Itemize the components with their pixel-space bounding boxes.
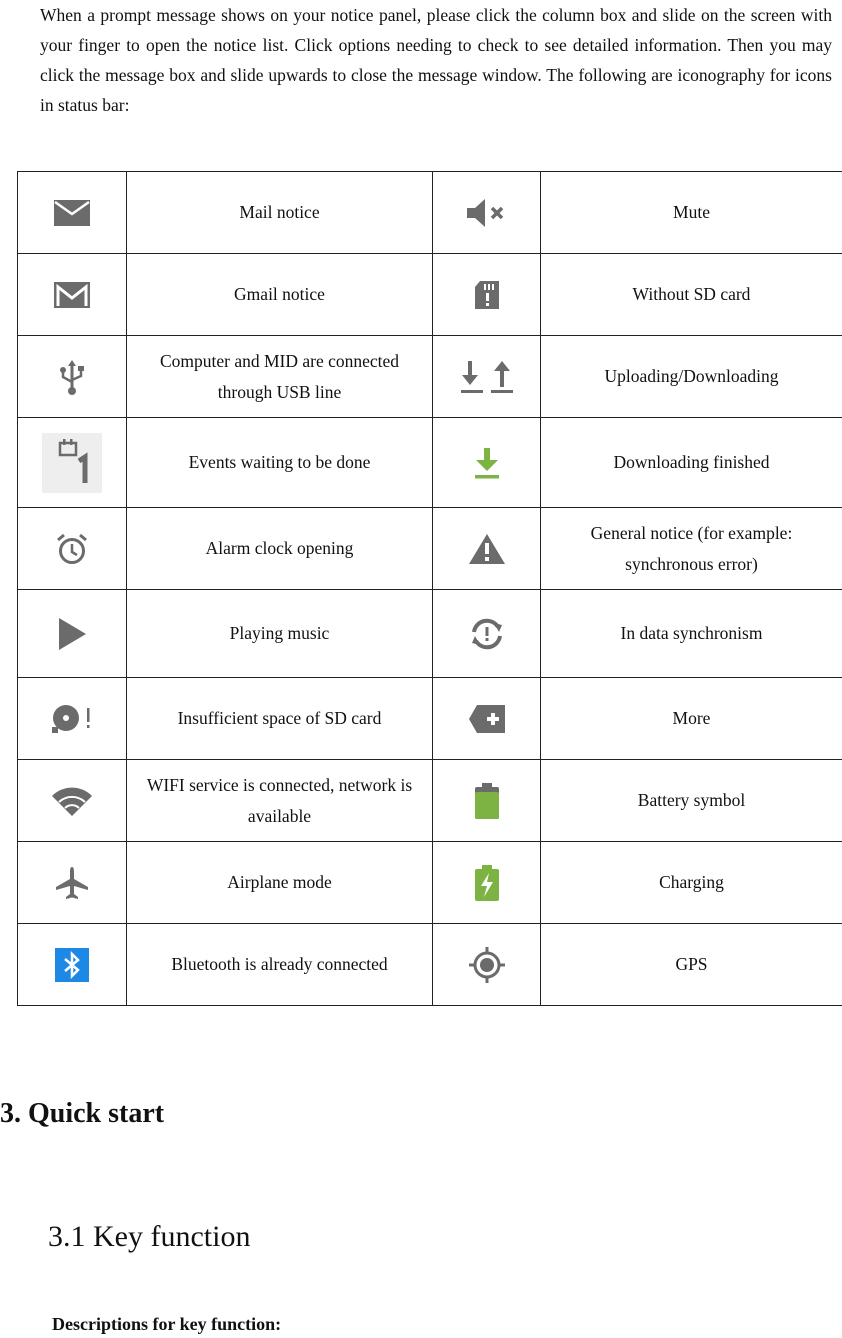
more-icon <box>433 678 541 760</box>
gmail-icon <box>18 254 127 336</box>
gmail-notice-label: Gmail notice <box>127 254 433 336</box>
data-sync-label: In data synchronism <box>541 590 842 678</box>
alarm-clock-icon <box>18 508 127 590</box>
calendar-event-icon <box>18 418 127 508</box>
table-row <box>18 590 842 678</box>
charging-icon <box>433 842 541 924</box>
subsection-title: 3.1 Key function <box>48 1220 251 1253</box>
download-finished-label: Downloading finished <box>541 418 842 508</box>
charging-label: Charging <box>541 842 842 924</box>
intro-paragraph: When a prompt message shows on your notice panel, please click the column box and slide on the screen with your finger to open the notice list. Click options needing to check to see detailed information. Then you may click the message box and slide upwards to close the message window. The following are iconography for icons in status bar: <box>40 5 832 115</box>
table-row <box>18 254 842 336</box>
more-label: More <box>541 678 842 760</box>
battery-icon <box>433 760 541 842</box>
no-sd-card-icon <box>433 254 541 336</box>
battery-symbol-label: Battery symbol <box>541 760 842 842</box>
alarm-clock-label: Alarm clock opening <box>127 508 433 590</box>
table-row <box>18 172 842 254</box>
general-notice-label: General notice (for example: synchronous error) <box>541 508 842 590</box>
mail-icon <box>18 172 127 254</box>
bluetooth-connected-label: Bluetooth is already connected <box>127 924 433 1006</box>
insufficient-sd-space-label: Insufficient space of SD card <box>127 678 433 760</box>
table-row <box>18 760 842 842</box>
table-row <box>18 842 842 924</box>
usb-icon <box>18 336 127 418</box>
mute-icon <box>433 172 541 254</box>
bluetooth-icon <box>18 924 127 1006</box>
download-finished-icon <box>433 418 541 508</box>
table-row <box>18 508 842 590</box>
playing-music-label: Playing music <box>127 590 433 678</box>
sd-card-full-icon <box>18 678 127 760</box>
wifi-icon <box>18 760 127 842</box>
gps-label: GPS <box>541 924 842 1006</box>
events-waiting-label: Events waiting to be done <box>127 418 433 508</box>
usb-connected-label: Computer and MID are connected through USB line <box>127 336 433 418</box>
section-title: 3. Quick start <box>0 1098 165 1129</box>
upload-download-icon <box>433 336 541 418</box>
table-row <box>18 418 842 508</box>
play-icon <box>18 590 127 678</box>
without-sd-card-label: Without SD card <box>541 254 842 336</box>
table-row <box>18 336 842 418</box>
mail-notice-label: Mail notice <box>127 172 433 254</box>
airplane-icon <box>18 842 127 924</box>
descriptions-heading: Descriptions for key function: <box>52 1314 282 1334</box>
table-row <box>18 924 842 1006</box>
gps-icon <box>433 924 541 1006</box>
airplane-mode-label: Airplane mode <box>127 842 433 924</box>
table-row <box>18 678 842 760</box>
sync-icon <box>433 590 541 678</box>
mute-label: Mute <box>541 172 842 254</box>
upload-download-label: Uploading/Downloading <box>541 336 842 418</box>
status-bar-icon-table <box>17 171 842 1006</box>
wifi-connected-label: WIFI service is connected, network is available <box>127 760 433 842</box>
warning-icon <box>433 508 541 590</box>
